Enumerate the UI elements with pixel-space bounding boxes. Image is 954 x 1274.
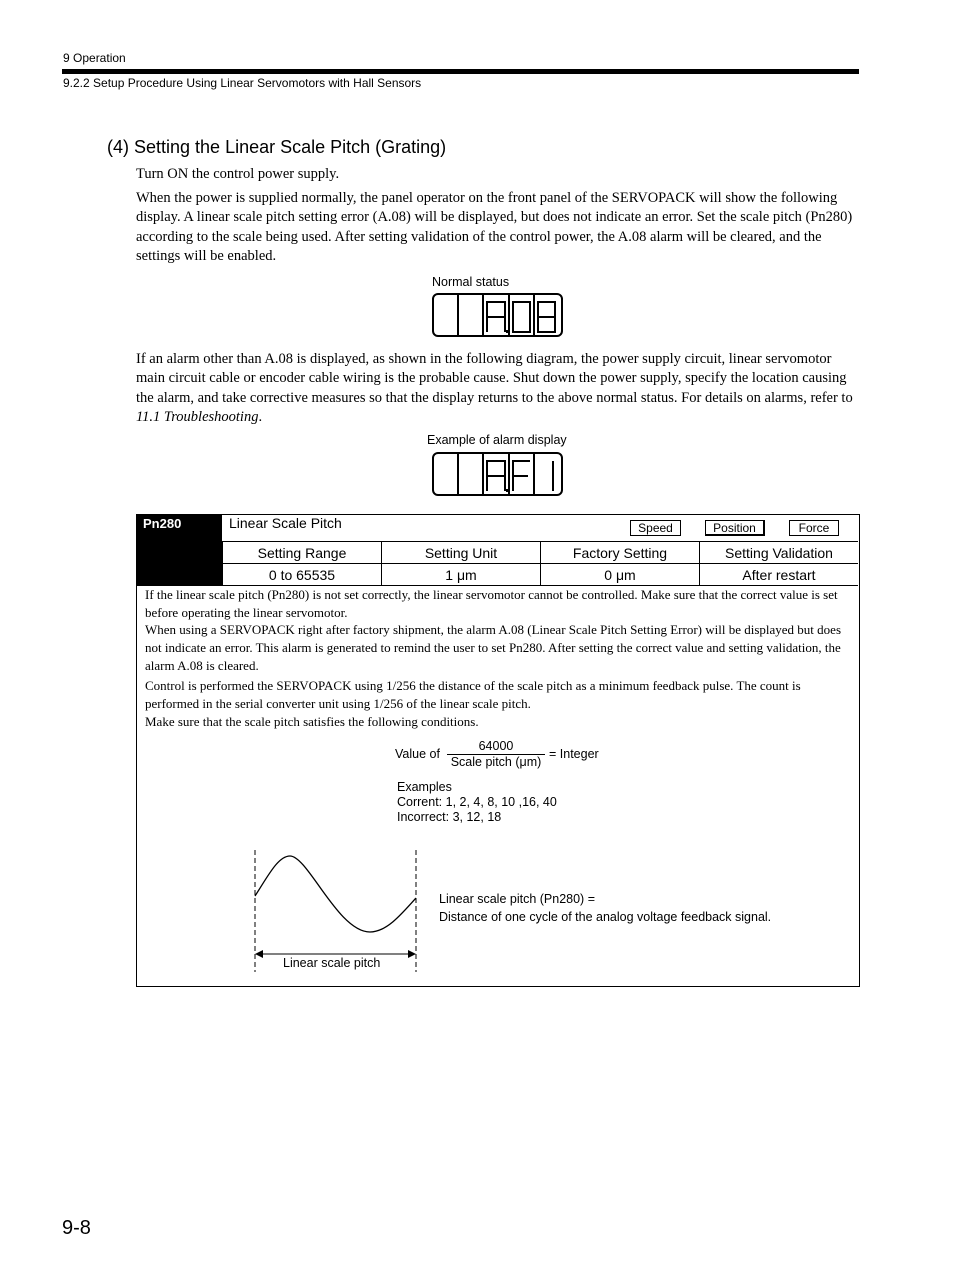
troubleshooting-reference: 11.1 Troubleshooting <box>136 408 259 425</box>
normal-status-display <box>432 293 563 337</box>
scale-pitch-label: Linear scale pitch <box>283 956 381 970</box>
pitch-examples <box>397 780 557 825</box>
header-section: 9.2.2 Setup Procedure Using Linear Servomotors with Hall Sensors <box>63 76 422 90</box>
scale-pitch-definition-text: Distance of one cycle of the analog voltage feedback signal. <box>439 910 772 924</box>
formula-suffix: = Integer <box>549 747 599 761</box>
examples-title: Examples <box>397 780 452 794</box>
formula-prefix: Value of <box>395 747 440 761</box>
force-badge: Force <box>789 520 839 536</box>
parameter-id-cell <box>137 515 222 585</box>
setting-unit-value: 1 μm <box>382 564 541 586</box>
factory-setting-value: 0 μm <box>541 564 700 586</box>
examples-incorrect: Incorrect: 3, 12, 18 <box>397 810 502 824</box>
table-row <box>223 564 859 586</box>
setting-range-header: Setting Range <box>223 542 382 564</box>
setting-unit-header: Setting Unit <box>382 542 541 564</box>
page-number: 9-8 <box>62 1217 91 1239</box>
alarm-example-caption: Example of alarm display <box>427 433 567 447</box>
param-desc-setting: If the linear scale pitch (Pn280) is not set correctly, the linear servomotor cannot be controlled. Make sure that the correct value is set before operating the linear servomotor. <box>145 587 838 620</box>
setting-range-value: 0 to 65535 <box>223 564 382 586</box>
alarm-example-display <box>432 452 563 496</box>
scale-pitch-definition-title: Linear scale pitch (Pn280) = <box>439 892 595 906</box>
section-title: (4) Setting the Linear Scale Pitch (Grating) <box>107 137 447 157</box>
paragraph-normal-display: When the power is supplied normally, the panel operator on the front panel of the SERVOPACK will show the following display. A linear scale pitch setting error (A.08) will be displayed, but does not indicate an error. Set the scale pitch (Pn280) according to the scale being used. After setting validation of the control power, the A.08 alarm will be cleared, and the settings will be enabled. <box>136 190 853 264</box>
parameter-settings-table <box>222 541 858 586</box>
speed-badge: Speed <box>630 520 681 536</box>
param-desc-conditions: Make sure that the scale pitch satisfies the following conditions. <box>145 713 479 729</box>
table-header-row <box>223 542 859 564</box>
factory-setting-header: Factory Setting <box>541 542 700 564</box>
header-rule <box>62 69 859 74</box>
normal-status-caption: Normal status <box>432 275 510 289</box>
paragraph-alarm-text: If an alarm other than A.08 is displayed, as shown in the following diagram, the power supply circuit, linear servomotor main circuit cable or encoder cable wiring is the probable cause. Shut down the power supply, specify the location causing the alarm, and take corrective measures so that the display returns to the above normal status. For details on alarms, refer to <box>136 351 853 406</box>
scale-pitch-definition <box>439 890 771 926</box>
paragraph-alarm-display <box>136 350 860 427</box>
paragraph-alarm-end: . <box>258 408 263 425</box>
parameter-name: Linear Scale Pitch <box>229 515 342 531</box>
formula-numerator: 64000 <box>478 739 514 753</box>
param-desc-control <box>145 677 855 730</box>
position-badge: Position <box>705 520 765 536</box>
formula-denominator: Scale pitch (μm) <box>450 755 542 769</box>
setting-validation-value: After restart <box>700 564 859 586</box>
paragraph-power-on: Turn ON the control power supply. <box>136 166 340 182</box>
setting-validation-header: Setting Validation <box>700 542 859 564</box>
examples-correct: Corrent: 1, 2, 4, 8, 10 ,16, 40 <box>397 795 557 809</box>
parameter-id: Pn280 <box>143 516 182 531</box>
param-desc-alarm: When using a SERVOPACK right after factory shipment, the alarm A.08 (Linear Scale Pitch Setting Error) will be displayed but does not indicate an error. This alarm is generated to remind the user to set Pn280. After setting the correct value and setting validation, the alarm A.08 is cleared. <box>145 622 842 673</box>
header-chapter: 9 Operation <box>63 51 126 65</box>
param-desc-control-text: Control is performed the SERVOPACK using 1/256 the distance of the scale pitch as a minimum feedback pulse. The count is performed in the serial converter unit using 1/256 of the linear scale pitch. <box>145 678 801 711</box>
